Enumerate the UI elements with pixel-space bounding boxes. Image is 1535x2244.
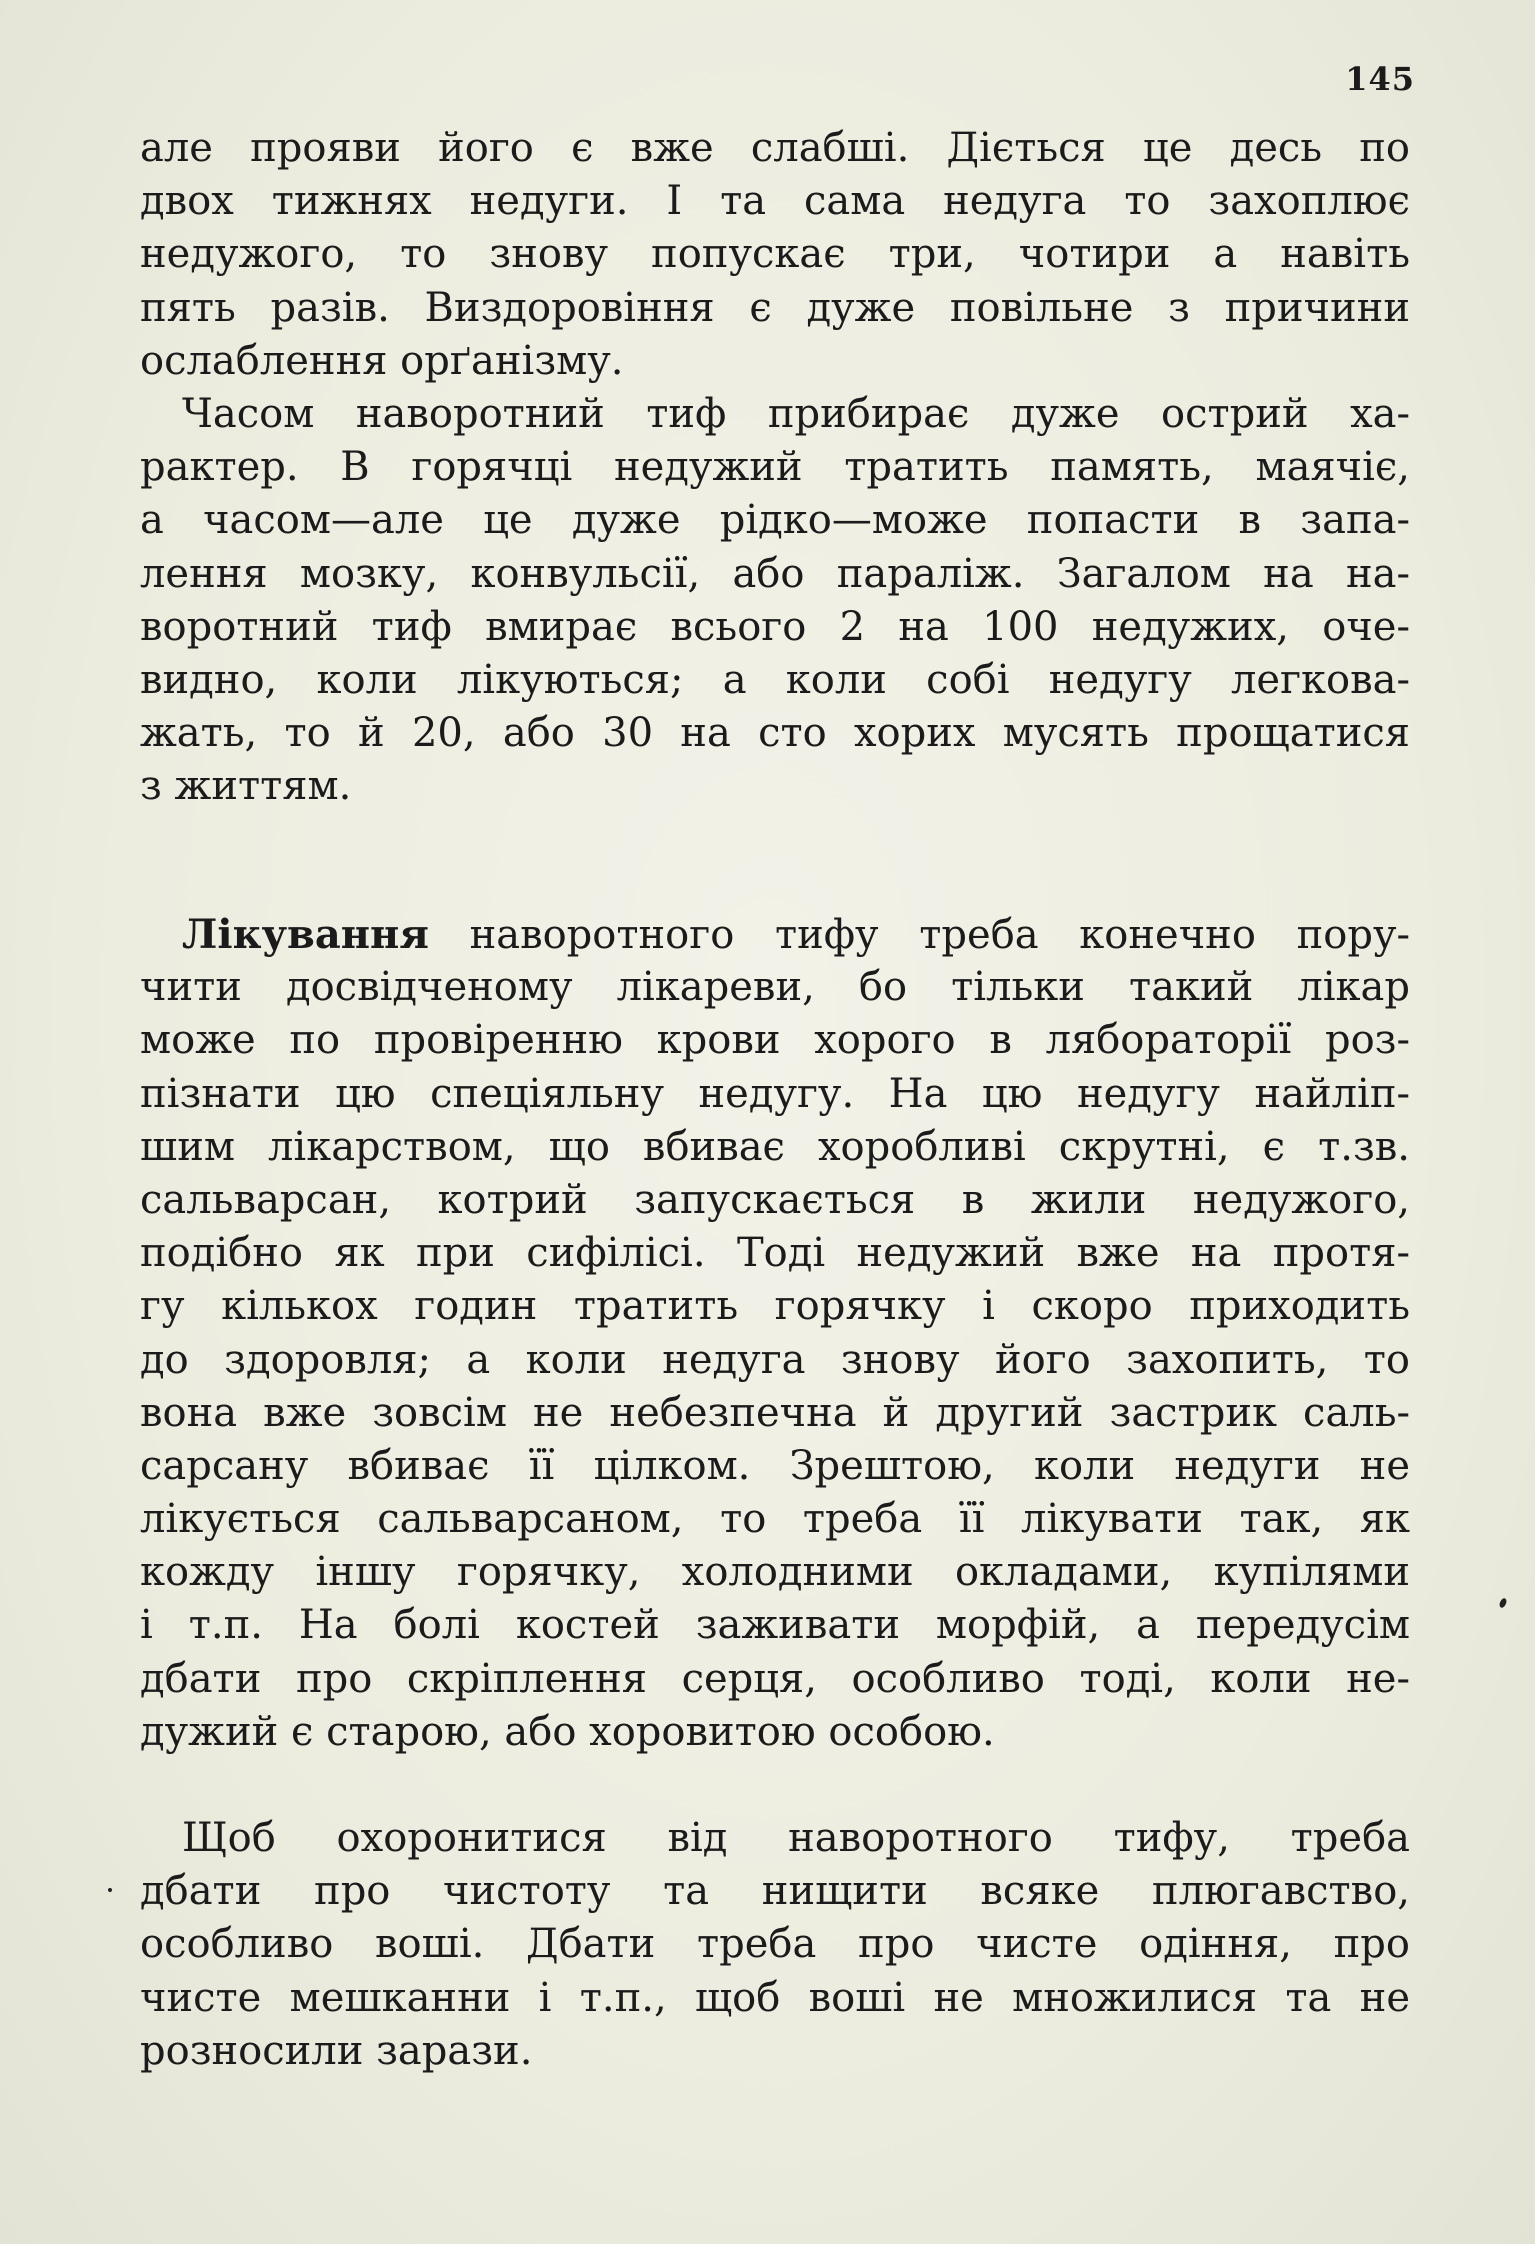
text-line: дбати про скріплення серця, особливо тоді, коли не- bbox=[140, 1655, 1410, 1702]
text-line: вона вже зовсім не небезпечна й другий застрик саль- bbox=[140, 1389, 1410, 1436]
text-line: з життям. bbox=[140, 763, 352, 810]
text-line: дужий є старою, або хоровитою особою. bbox=[140, 1708, 995, 1755]
text-line: жать, то й 20, або 30 на сто хорих мусять прощатися bbox=[140, 710, 1410, 757]
text-line: пять разів. Виздоровіння є дуже повільне з причини bbox=[140, 284, 1410, 331]
text-line: шим лікарством, що вбиває хоробливі скрутні, є т.зв. bbox=[140, 1123, 1410, 1170]
text-line: і т.п. На болі костей заживати морфій, а передусім bbox=[140, 1602, 1410, 1649]
text-line: до здоровля; а коли недуга знову його захопить, то bbox=[140, 1336, 1410, 1383]
paragraph-1 bbox=[140, 122, 1410, 388]
text-line: гу кількох годин тратить горячку і скоро приходить bbox=[140, 1283, 1410, 1330]
ink-speck bbox=[107, 1887, 112, 1892]
paragraph-2 bbox=[140, 388, 1410, 814]
ink-speck bbox=[1498, 1597, 1508, 1609]
text-line: може по провіренню крови хорого в лябораторії роз- bbox=[140, 1017, 1410, 1064]
section-term: Лікування bbox=[182, 911, 429, 958]
text-line: двох тижнях недуги. І та сама недуга то захоплює bbox=[140, 178, 1410, 225]
text-line: подібно як при сифілісі. Тоді недужий вже на протя- bbox=[140, 1230, 1410, 1277]
text-line: видно, коли лікуються; а коли собі недугу легкова- bbox=[140, 656, 1410, 703]
text-line: особливо воші. Дбати треба про чисте одіння, про bbox=[140, 1921, 1410, 1968]
text-line: чисте мешканни і т.п., щоб воші не множилися та не bbox=[140, 1974, 1410, 2021]
text-line: пізнати цю спеціяльну недугу. На цю недугу найліп- bbox=[140, 1070, 1410, 1117]
text-line: а часом—але це дуже рідко—може попасти в запа- bbox=[140, 497, 1410, 544]
paragraph-3 bbox=[140, 908, 1410, 1759]
text-line: воротний тиф вмирає всього 2 на 100 недужих, оче- bbox=[140, 603, 1410, 650]
text-line: дбати про чистоту та нищити всяке плюгавство, bbox=[140, 1868, 1410, 1915]
text-line bbox=[140, 908, 1410, 961]
text-line-rest: наворотного тифу треба конечно пору- bbox=[428, 912, 1410, 958]
text-line: Часом наворотний тиф прибирає дуже острий ха- bbox=[182, 391, 1410, 437]
text-line: лікується сальварсаном, то треба її лікувати так, як bbox=[140, 1496, 1410, 1543]
page-number: 145 bbox=[1345, 60, 1415, 98]
text-line: сальварсан, котрий запускається в жили недужого, bbox=[140, 1176, 1410, 1223]
text-line: сарсану вбиває її цілком. Зрештою, коли недуги не bbox=[140, 1442, 1410, 1489]
text-line: рактер. В горячці недужий тратить память, маячіє, bbox=[140, 444, 1410, 491]
paragraph-4 bbox=[140, 1812, 1410, 2078]
text-line: недужого, то знову попускає три, чотири а навіть bbox=[140, 231, 1410, 278]
text-line: лення мозку, конвульсії, або параліж. Загалом на на- bbox=[140, 550, 1410, 597]
text-line: Щоб охоронитися від наворотного тифу, треба bbox=[182, 1815, 1410, 1861]
text-line: чити досвідченому лікареви, бо тільки такий лікар bbox=[140, 964, 1410, 1011]
text-line: але прояви його є вже слабші. Діється це десь по bbox=[140, 125, 1410, 171]
text-line: розносили зарази. bbox=[140, 2027, 533, 2074]
text-line: ослаблення орґанізму. bbox=[140, 337, 624, 384]
text-line: кожду іншу горячку, холодними окладами, купілями bbox=[140, 1549, 1410, 1596]
